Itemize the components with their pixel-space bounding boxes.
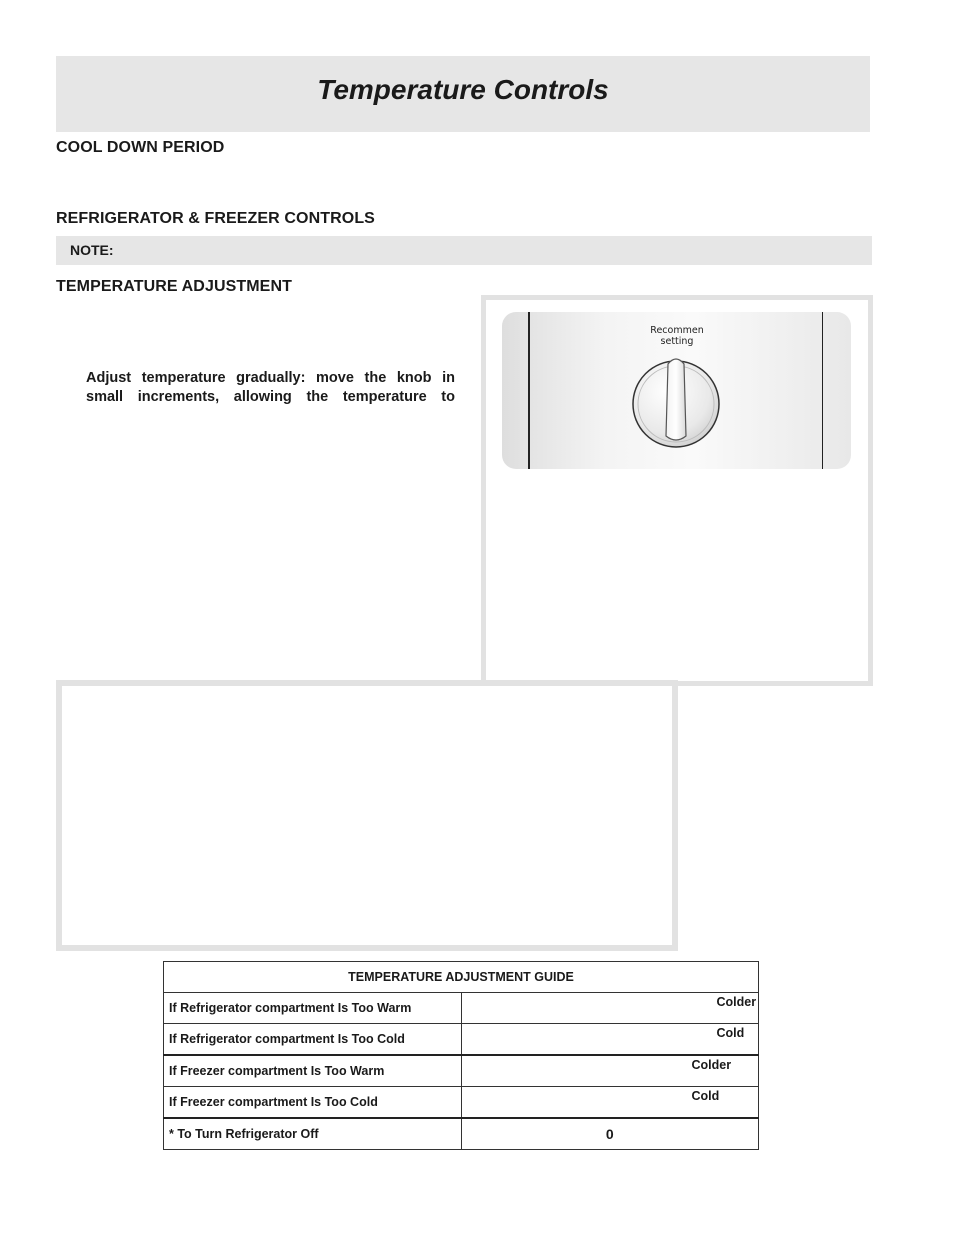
panel-divider [822,312,823,469]
knob-caption [622,325,732,347]
body-line: small increments, allowing the temperature to [86,389,455,405]
value-cell [461,1087,759,1119]
value-cell [461,993,759,1024]
heading-controls: REFRIGERATOR & FREEZER CONTROLS [56,210,375,227]
dial-knob-icon [630,354,722,450]
table-row [164,993,759,1024]
condition-cell: If Refrigerator compartment Is Too Cold [164,1024,462,1056]
title-band [56,56,870,132]
condition-cell: If Freezer compartment Is Too Warm [164,1055,462,1087]
body-paragraph [86,369,455,407]
table-row [164,1087,759,1119]
value-text: Colder [716,995,757,1009]
condition-cell: If Freezer compartment Is Too Cold [164,1087,462,1119]
body-line: Adjust temperature gradually: move the knob in [86,370,455,386]
bottom-frame [56,680,678,951]
note-label: NOTE: [70,242,114,258]
condition-cell: If Refrigerator compartment Is Too Warm [164,993,462,1024]
value-text: 0 [605,1126,614,1142]
temperature-guide-table [163,961,759,1150]
page-title: Temperature Controls [317,74,609,105]
caption-line: setting [660,336,694,347]
value-cell [461,1118,759,1150]
value-cell [461,1055,759,1087]
note-band [56,236,872,265]
table-row [164,1055,759,1087]
condition-cell: * To Turn Refrigerator Off [164,1118,462,1150]
control-panel-illustration [502,312,851,469]
table-header-row [164,962,759,993]
value-cell [461,1024,759,1056]
value-text: Colder [691,1058,732,1072]
table-header: TEMPERATURE ADJUSTMENT GUIDE [164,962,759,993]
value-text: Cold [691,1089,720,1103]
caption-line: Recommen [650,325,704,336]
heading-cool-down: COOL DOWN PERIOD [56,139,225,156]
heading-temp-adjustment: TEMPERATURE ADJUSTMENT [56,278,292,295]
table-row [164,1024,759,1056]
value-text: Cold [716,1026,745,1040]
table-row [164,1118,759,1150]
panel-divider [528,312,530,469]
